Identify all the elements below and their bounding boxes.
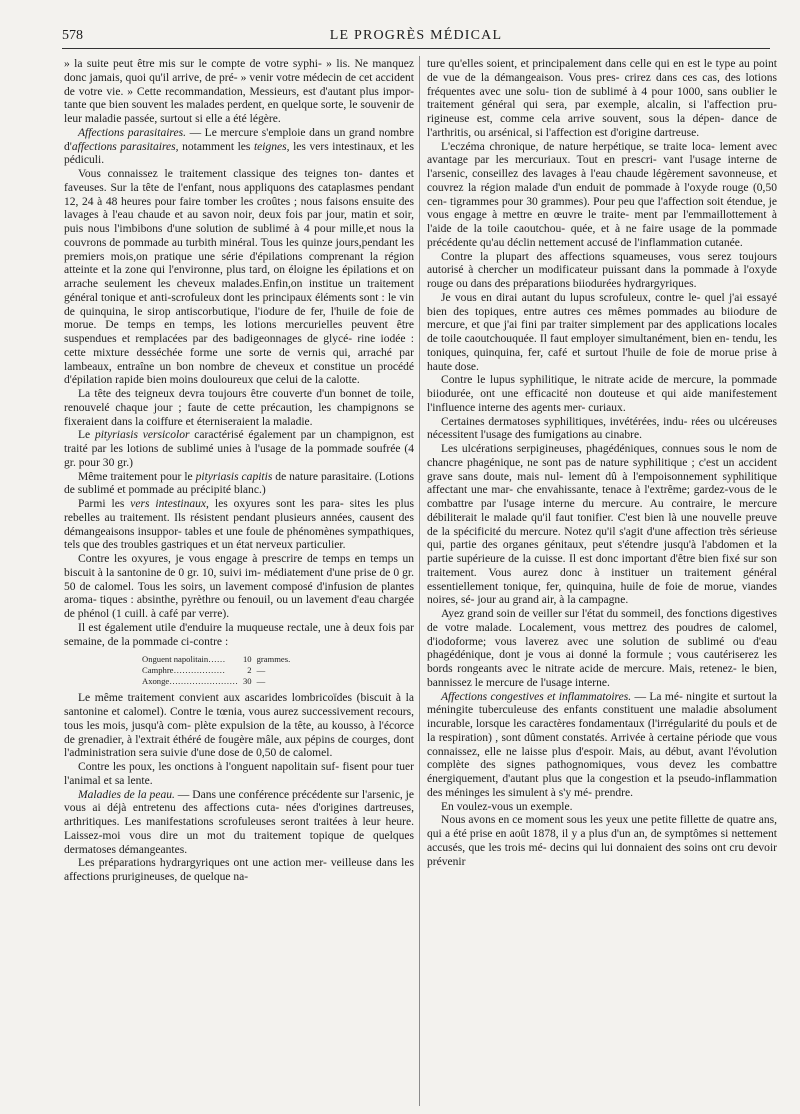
right-column xyxy=(427,58,777,869)
paragraph: Les ulcérations serpigineuses, phagédéniques, connues sous le nom de chancre phagénique, ne sont pas de nature syphilitique ; c'est un accident grave sans doute, mais nul- lement dû à l'empoisonnement syphilitique affectant une mar- che envahissante, tenace à l'extrême; gardez-vous de le combattre par l'usage interne du mercure. Au contraire, le mercure débiliterait le malade qu'il faut tonifier. C'est bien là une nouvelle preuve de la spécificité du mercure. Notez qu'il s'agit d'une affection très sérieuse qui, partie des organes génitaux, peut s'étendre jusqu'à l'abdomen et la partie supérieure de la cuisse. Il est donc important d'être bien fixé sur son traitement. Vous aurez donc à instituer un traitement général essentiellement tonique, fer, quinquina, huile de foie de morue, viandes noires, sé- jour au grand air, à la campagne. xyxy=(427,443,777,607)
prescription-row: Camphre……………… 2 — xyxy=(142,665,266,676)
paragraph: Ayez grand soin de veiller sur l'état du sommeil, des fonctions digestives de votre malade. Localement, vous mettrez des poudres de calomel, d'iodoforme; vous laverez avec une solution de sublimé ou d'eau phagédénique, dont je vous ai donné la formule ; vous cautériserez les bords rongeants avec le nitrate acide de mercure. Mais, retenez- le bien, bannissez le mercure de l'usage interne. xyxy=(427,608,777,689)
paragraph: Maladies de la peau. — Dans une conférence précédente sur l'arsenic, je vous ai déjà entretenu des affections cuta- nées d'origines dartreuses, arthritiques. Les manifestations scrofuleuses seront traitées à leur heure. Laissez-moi vous dire un mot du traitement topique de quelques dermatoses démangeantes. xyxy=(64,788,414,856)
running-header xyxy=(62,26,770,49)
paragraph: Affections congestives et inflammatoires. — La mé- ningite et surtout la méningite tuberculeuse des enfants constituent une maladie absolument incurable, lorsque les caractères fondamentaux (l'irrégularité du pouls et de la respiration) , sont dûment constatés. Arrivée à certaine période que vous connaissez, elle ne laisse plus d'espoir. Mais, au début, avant l'évolution complète des signes pathognomiques, vous devez les combattre énergiquement, d'autant plus que la congestion et la pseudo-inflammation des méninges les simulent à s'y mé- prendre. xyxy=(427,690,777,799)
paragraph: Les préparations hydrargyriques ont une action mer- veilleuse dans les affections prurigineuses, de quelque na- xyxy=(64,857,414,883)
paragraph: » la suite peut être mis sur le compte de votre syphi- » lis. Ne manquez donc jamais, quoi qu'il arrive, de pré- » venir votre médecin de cet accident de votre vie. » Cette recommandation, Messieurs, est d'autant plus impor- tante que bien souvent les malades perdent, en quelque sorte, le souvenir de leur maladie passée, surtout si elle a été légère. xyxy=(64,58,414,125)
paragraph: L'eczéma chronique, de nature herpétique, se traite loca- lement avec avantage par les mercuriaux. Tout en prescri- vant l'usage interne de l'arsenic, conseillez des lavages à l'eau chaude légèrement savonneuse, et couvrez la région malade d'un enduit de pommade à l'oxyde rouge (0,50 cen- tigrammes pour 30 grammes). Pour peu que l'affection soit étendue, je vous engage à mettre en œuvre le traite- ment par l'emmaillottement à l'aide de la toile caoutchou- quée, et à ne faire usage de la pommade précédente qu'au déclin nettement accusé de l'inflammation cutanée. xyxy=(427,140,777,249)
paragraph: La tête des teigneux devra toujours être couverte d'un bonnet de toile, renouvelé chaque jour ; faute de cette précaution, les champignons se fixeraient dans la coiffure et éterniseraient la maladie. xyxy=(64,388,414,428)
column-rule xyxy=(419,56,420,1106)
paragraph: Même traitement pour le pityriasis capitis de nature parasitaire. (Lotions de sublimé et pommade au précipité blanc.) xyxy=(64,470,414,497)
prescription-row: Axonge…………………… 30 — xyxy=(142,676,266,687)
section-heading: Maladies de la peau. xyxy=(78,788,175,801)
section-heading: Affections congestives et inflammatoires. xyxy=(441,690,632,703)
paragraph: Contre les oxyures, je vous engage à prescrire de temps en temps un biscuit à la santonine de 0 gr. 10, suivi im- médiatement d'une prise de 0 gr. 50 de calomel. Tous les soirs, un lavement composé d'infusion de plantes aroma- tiques : absinthe, pyrèthre ou fenouil, ou un lavement d'eau chargée de phénol (1 cuill. à café par verre). xyxy=(64,553,414,620)
left-column xyxy=(64,58,414,885)
paragraph: Il est également utile d'enduire la muqueuse rectale, une à deux fois par semaine, de la pommade ci-contre : xyxy=(64,621,414,648)
paragraph: Affections parasitaires. — Le mercure s'emploie dans un grand nombre d'affections parasitaires, notamment les teignes, les vers intestinaux, et les pédiculi. xyxy=(64,126,415,167)
paragraph: En voulez-vous un exemple. xyxy=(441,800,573,813)
paragraph: Certaines dermatoses syphilitiques, invétérées, indu- rées ou ulcéreuses nécessitent l'usage des fumigations au cinabre. xyxy=(427,415,777,442)
paragraph: Vous connaissez le traitement classique des teignes ton- dantes et faveuses. Sur la tête de l'enfant, nous appliquons des cataplasmes pendant 12, 24 à 48 heures pour faire tomber les croûtes ; nous faisons ensuite des lavages à l'eau chaude et au savon noir, deux fois par jour, matin et soir, puis nous l'imbibons d'une solution de sublimé à 4 pour mille,et nous la couvrons de pommade au turbith minéral. Tous les quinze jours,pendant les premiers mois,on pratique une série d'épilations comprenant la région atteinte et la zone qui l'environne, plus tard, on éloigne les épilations et on arrache seulement les cheveux malades.Enfin,on institue un traitement général tonique et anti-scrofuleux dont les principaux éléments sont : le vin de quinquina, le sirop antiscorbutique, l'iodure de fer, l'huile de foie de morue. De temps en temps, les lotions mercurielles peuvent être suspendues et remplacées par des badigeonnages de glycé- rine iodée : cette mixture desséchée forme une sorte de vernis qui, arraché par lambeaux, entraîne un bon nombre de cheveux et constitue un procédé d'épilation rapide bien moins douloureux que celui de la calotte. xyxy=(64,168,414,387)
section-heading: Affections parasitaires. xyxy=(78,126,187,139)
paragraph: Contre les poux, les onctions à l'onguent napolitain suf- fisent pour tuer l'animal et sa lente. xyxy=(64,761,414,787)
paragraph: Le pityriasis versicolor caractérisé également par un champignon, est traité par les lotions de sublimé unies à l'usage de la pommade soufrée (4 gr. pour 30 gr.) xyxy=(64,429,414,469)
paragraph: Je vous en dirai autant du lupus scrofuleux, contre le- quel j'ai essayé bien des topiques, entre autres ces mêmes pommades au biiodure de mercure, et que j'ai fini par traiter simplement par des applications locales de toile caoutchouquée. Il faut employer simultanément, bien en- tendu, les toniques, quinquina, fer, café et surtout l'huile de foie de morue prise à haute dose. xyxy=(427,291,777,373)
paragraph: Contre le lupus syphilitique, le nitrate acide de mercure, la pommade biiodurée, ont une efficacité non douteuse et qui aide manifestement l'influence interne des agents mer- curiaux. xyxy=(427,374,777,414)
page-number: 578 xyxy=(62,28,83,43)
paragraph: Nous avons en ce moment sous les yeux une petite fillette de quatre ans, qui a été prise en août 1878, il y a plus d'un an, de symptômes si nettement accusés, que les trois mé- decins qui lui donnaient des soins ont cru devoir prévenir xyxy=(427,814,777,868)
paragraph: Le même traitement convient aux ascarides lombricoïdes (biscuit à la santonine et calomel). Contre le tœnia, vous aurez successivement recours, tous les mois, jusqu'à com- plète expulsion de la tête, au kousso, à l'écorce de grenadier, à l'extrait éthéré de fougère mâle, aux pépins de courges, dont l'administration sera suivie d'une dose de 0,50 de calomel. xyxy=(64,692,414,760)
paragraph: Contre la plupart des affections squameuses, vous serez toujours autorisé à chercher un modificateur puissant dans la pommade à l'oxyde rouge ou dans des préparations biiodurées hydrargyriques. xyxy=(427,250,777,290)
paragraph: ture qu'elles soient, et principalement dans celle qui en est le type au point de vue de la démangeaison. Vous pres- crirez dans ces cas, des lotions fréquentes avec une solu- tion de sublimé à 4 pour 1000, sans oublier le traitement général qui sera, par exemple, alcalin, si l'affection pru- rigineuse est, comme cela arrive souvent, sous la dépen- dance de l'arthritis, ou arsénical, si l'affection est d'origine dartreuse. xyxy=(427,58,777,139)
journal-title: LE PROGRÈS MÉDICAL xyxy=(329,28,503,43)
paragraph: Parmi les vers intestinaux, les oxyures sont les para- sites les plus rebelles au traitement. Ils résistent pendant plusieurs années, causent des démangeaisons insuppor- tables et une foule de phénomènes sympathiques, tels que des troubles gastriques et un état nerveux particulier. xyxy=(64,498,415,552)
prescription-row: Onguent napolitain…… 10 grammes. xyxy=(142,654,291,665)
prescription-table xyxy=(142,654,295,687)
